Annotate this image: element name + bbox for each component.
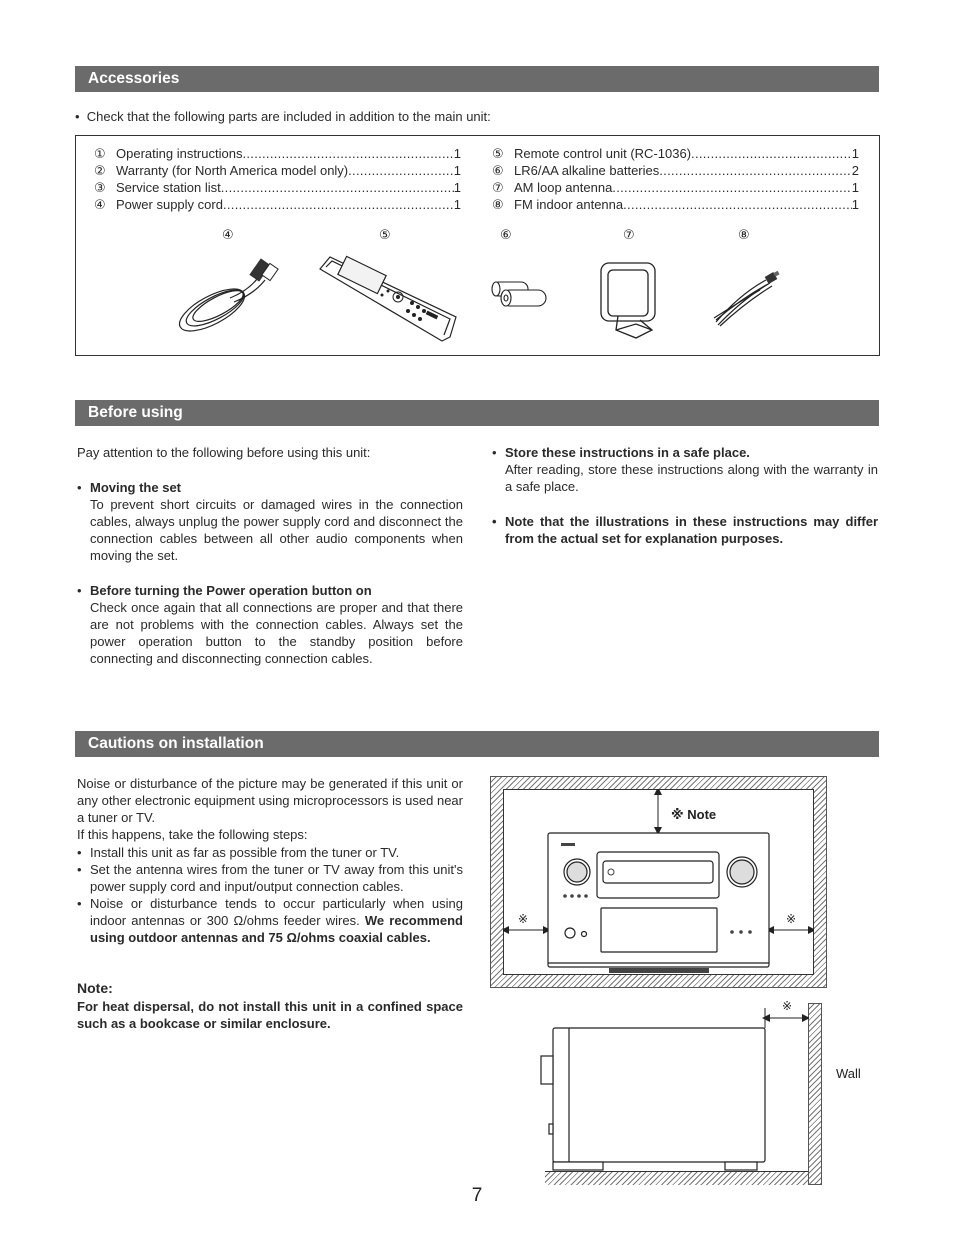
figure-number-am-antenna: ⑦ xyxy=(623,227,635,242)
bullet: • xyxy=(492,514,497,529)
store-instructions-block xyxy=(492,444,878,495)
before-using-intro: Pay attention to the following before using this unit: xyxy=(77,445,371,460)
caution-step-2: • Set the antenna wires from the tuner or TV away from this unit's power supply cord and input/output connection cables. xyxy=(77,862,463,894)
clearance-mark-wall: ※ xyxy=(782,999,793,1013)
power-button-heading: Before turning the Power operation button on xyxy=(90,583,372,598)
caution-step-3 xyxy=(77,895,463,946)
bullet: • xyxy=(77,480,82,495)
batteries-illustration xyxy=(486,278,552,310)
figure-number-power-cord: ④ xyxy=(222,227,234,242)
power-button-block xyxy=(77,582,463,667)
store-instructions-heading: Store these instructions in a safe place. xyxy=(505,445,750,460)
bullet: • xyxy=(77,896,82,911)
before-using-heading: Before using xyxy=(75,400,879,426)
list-item: ⑦ AM loop antenna ..... 1 xyxy=(492,179,859,196)
bullet: • xyxy=(492,445,497,460)
power-cord-illustration xyxy=(170,250,290,340)
cautions-heading: Cautions on installation xyxy=(75,731,879,757)
cautions-intro: Noise or disturbance of the picture may be generated if this unit or any other electronic equipment using microprocessors is used near a tuner or TV. xyxy=(77,776,463,825)
wall-label: Wall xyxy=(836,1066,861,1081)
accessories-list-left xyxy=(94,145,461,213)
cautions-steps-lead: If this happens, take the following steps: xyxy=(77,827,308,842)
wall-hatch xyxy=(808,1003,822,1185)
list-item: ⑤ Remote control unit (RC-1036) ..... 1 xyxy=(492,145,859,162)
clearance-mark-left: ※ xyxy=(518,912,529,926)
list-item: ② Warranty (for North America model only) ..... 1 xyxy=(94,162,461,179)
illustrations-note-text: Note that the illustrations in these instructions may differ from the actual set for explanation purposes. xyxy=(505,514,878,546)
figure-number-remote: ⑤ xyxy=(379,227,391,242)
moving-the-set-block xyxy=(77,479,463,564)
am-loop-antenna-illustration xyxy=(596,258,662,342)
receiver-side-illustration xyxy=(535,1000,809,1172)
illustrations-note-block xyxy=(492,513,878,547)
list-item: ④ Power supply cord ..... 1 xyxy=(94,196,461,213)
moving-the-set-heading: Moving the set xyxy=(90,480,182,495)
accessories-intro-text: Check that the following parts are included in addition to the main unit: xyxy=(86,109,491,124)
bullet: • xyxy=(77,845,82,860)
note-text: For heat dispersal, do not install this unit in a confined space such as a bookcase or similar enclosure. xyxy=(77,999,463,1031)
moving-the-set-text: To prevent short circuits or damaged wires in the connection cables, always unplug the power supply cord and disconnect the connection cables between all other audio components when moving the set. xyxy=(90,497,463,563)
bullet: • xyxy=(75,109,80,124)
clearance-mark-right: ※ xyxy=(786,912,797,926)
figure-note-label: ※ Note xyxy=(671,807,717,822)
remote-control-illustration xyxy=(318,255,460,345)
store-instructions-text: After reading, store these instructions along with the warranty in a safe place. xyxy=(505,462,878,494)
list-item: ① Operating instructions ..... 1 xyxy=(94,145,461,162)
caution-step-3-text: Noise or disturbance tends to occur particularly when using indoor antennas or 300 Ω/ohms feeder wires. xyxy=(90,896,463,928)
list-item: ③ Service station list ..... 1 xyxy=(94,179,461,196)
page-number: 7 xyxy=(471,1185,483,1206)
accessories-heading: Accessories xyxy=(75,66,879,92)
caution-step-1: • Install this unit as far as possible from the tuner or TV. xyxy=(77,845,400,860)
list-item: ⑥ LR6/AA alkaline batteries ..... 2 xyxy=(492,162,859,179)
receiver-front-illustration xyxy=(503,789,814,975)
fm-indoor-antenna-illustration xyxy=(710,268,782,330)
note-heading: Note: xyxy=(77,980,113,996)
figure-number-fm-antenna: ⑧ xyxy=(738,227,750,242)
list-item: ⑧ FM indoor antenna ..... 1 xyxy=(492,196,859,213)
accessories-intro xyxy=(75,108,875,125)
caution-step-3-recommendation: We recommend using outdoor antennas and 75 Ω/ohms coaxial cables. xyxy=(90,913,463,945)
bullet: • xyxy=(77,583,82,598)
bullet: • xyxy=(77,862,82,877)
power-button-text: Check once again that all connections are proper and that there are not problems with the connection cables. Always set the power operation button to the standby position before connecting and disconnecting connection cables. xyxy=(90,600,463,666)
floor-hatch xyxy=(545,1171,808,1185)
figure-number-batteries: ⑥ xyxy=(500,227,512,242)
accessories-list-right xyxy=(492,145,859,213)
